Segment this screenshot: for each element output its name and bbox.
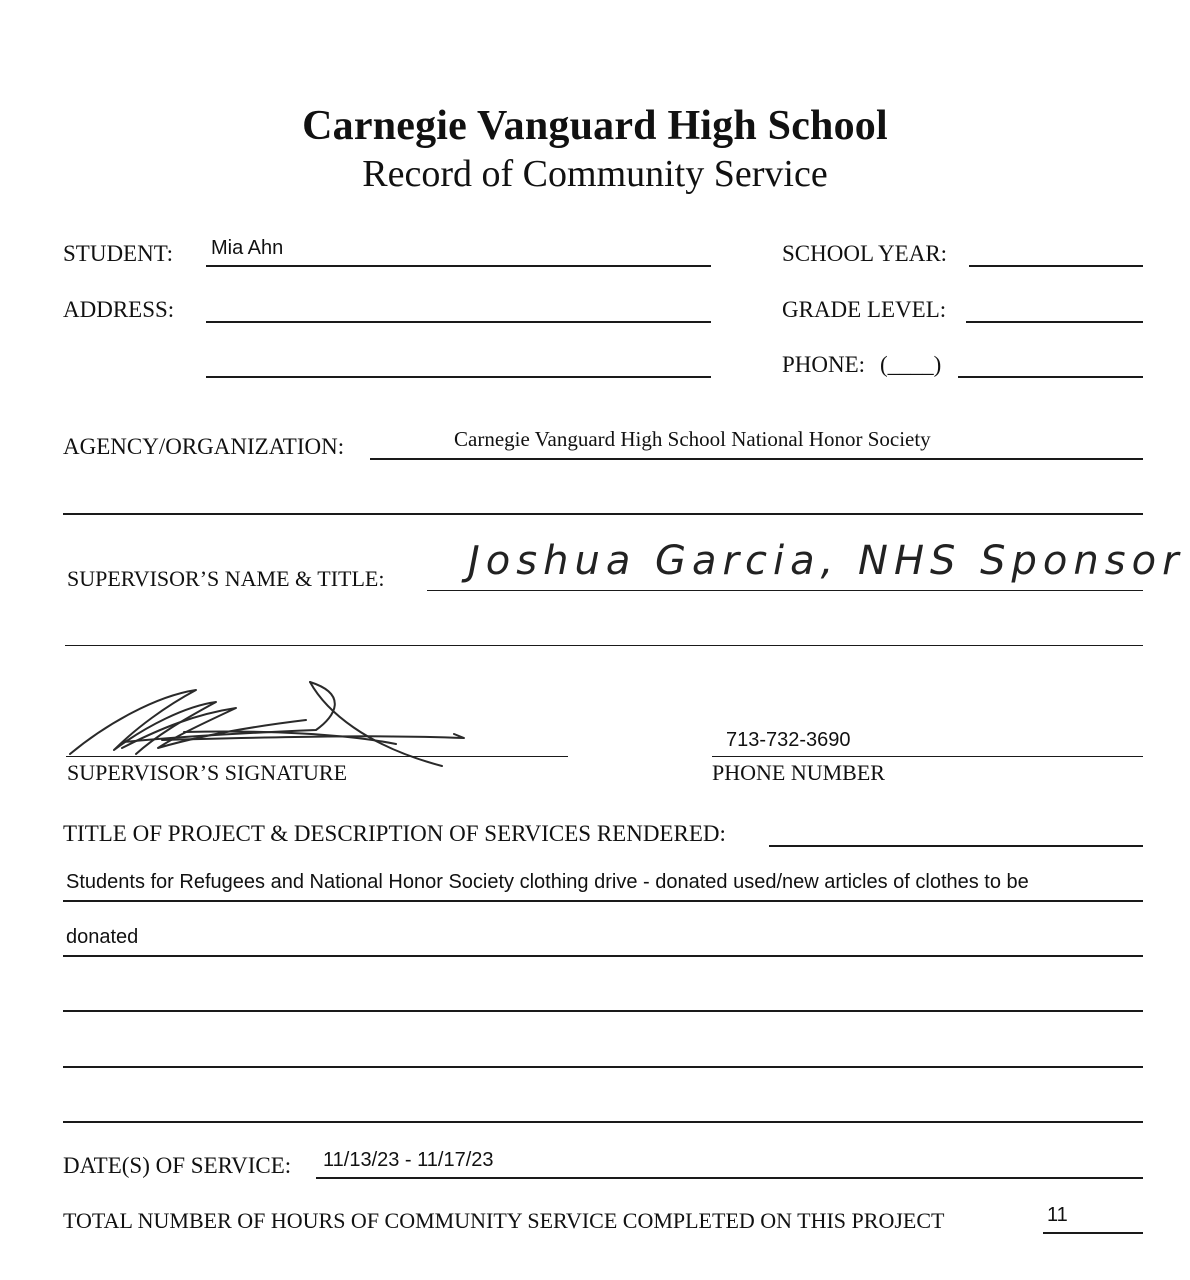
project-title-line[interactable] [769, 845, 1143, 847]
agency-label: AGENCY/ORGANIZATION: [63, 434, 345, 459]
address-label: ADDRESS: [63, 297, 175, 322]
supervisor-signature-label: SUPERVISOR’S SIGNATURE [67, 760, 348, 785]
school-year-label: SCHOOL YEAR: [782, 241, 948, 266]
agency-value[interactable]: Carnegie Vanguard High School National Honor Society [454, 427, 931, 451]
description-rule-1 [63, 900, 1143, 902]
supervisor-phone-line [712, 756, 1143, 757]
address-line-1[interactable] [206, 321, 711, 323]
supervisor-signature-line[interactable] [66, 756, 568, 757]
description-line-1[interactable]: Students for Refugees and National Honor Society clothing drive - donated used/new articles of clothes to be [66, 871, 1029, 893]
student-label: STUDENT: [63, 241, 174, 266]
phone-line[interactable] [958, 376, 1143, 378]
description-rule-2 [63, 955, 1143, 957]
address-line-2[interactable] [206, 376, 711, 378]
total-hours-value[interactable]: 11 [1047, 1204, 1068, 1226]
phone-label: PHONE: [782, 352, 866, 377]
description-rule-3[interactable] [63, 1010, 1143, 1012]
supervisor-name-label: SUPERVISOR’S NAME & TITLE: [67, 566, 385, 591]
student-line [206, 265, 711, 267]
school-name: Carnegie Vanguard High School [302, 103, 888, 149]
school-year-line[interactable] [969, 265, 1143, 267]
total-hours-label: TOTAL NUMBER OF HOURS OF COMMUNITY SERVICE COMPLETED ON THIS PROJECT [63, 1208, 945, 1233]
supervisor-name-line-2[interactable] [65, 645, 1143, 646]
project-title-label: TITLE OF PROJECT & DESCRIPTION OF SERVICES RENDERED: [63, 821, 726, 846]
description-rule-5[interactable] [63, 1121, 1143, 1123]
dates-label: DATE(S) OF SERVICE: [63, 1153, 292, 1178]
student-value[interactable]: Mia Ahn [211, 237, 284, 259]
supervisor-name-line [427, 590, 1143, 591]
dates-value[interactable]: 11/13/23 - 11/17/23 [323, 1149, 494, 1171]
agency-line [370, 458, 1143, 460]
description-rule-4[interactable] [63, 1066, 1143, 1068]
phone-area-code: (____) [880, 352, 942, 377]
agency-line-2[interactable] [63, 513, 1143, 515]
form-title: Record of Community Service [362, 153, 828, 195]
description-line-2[interactable]: donated [66, 926, 139, 948]
supervisor-name-handwritten[interactable]: Joshua Garcia, NHS Sponsor [468, 538, 1185, 584]
dates-line [316, 1177, 1143, 1179]
supervisor-phone-value[interactable]: 713-732-3690 [726, 729, 851, 751]
total-hours-line [1043, 1232, 1143, 1234]
grade-level-label: GRADE LEVEL: [782, 297, 947, 322]
grade-level-line[interactable] [966, 321, 1143, 323]
phone-number-label: PHONE NUMBER [712, 760, 885, 785]
